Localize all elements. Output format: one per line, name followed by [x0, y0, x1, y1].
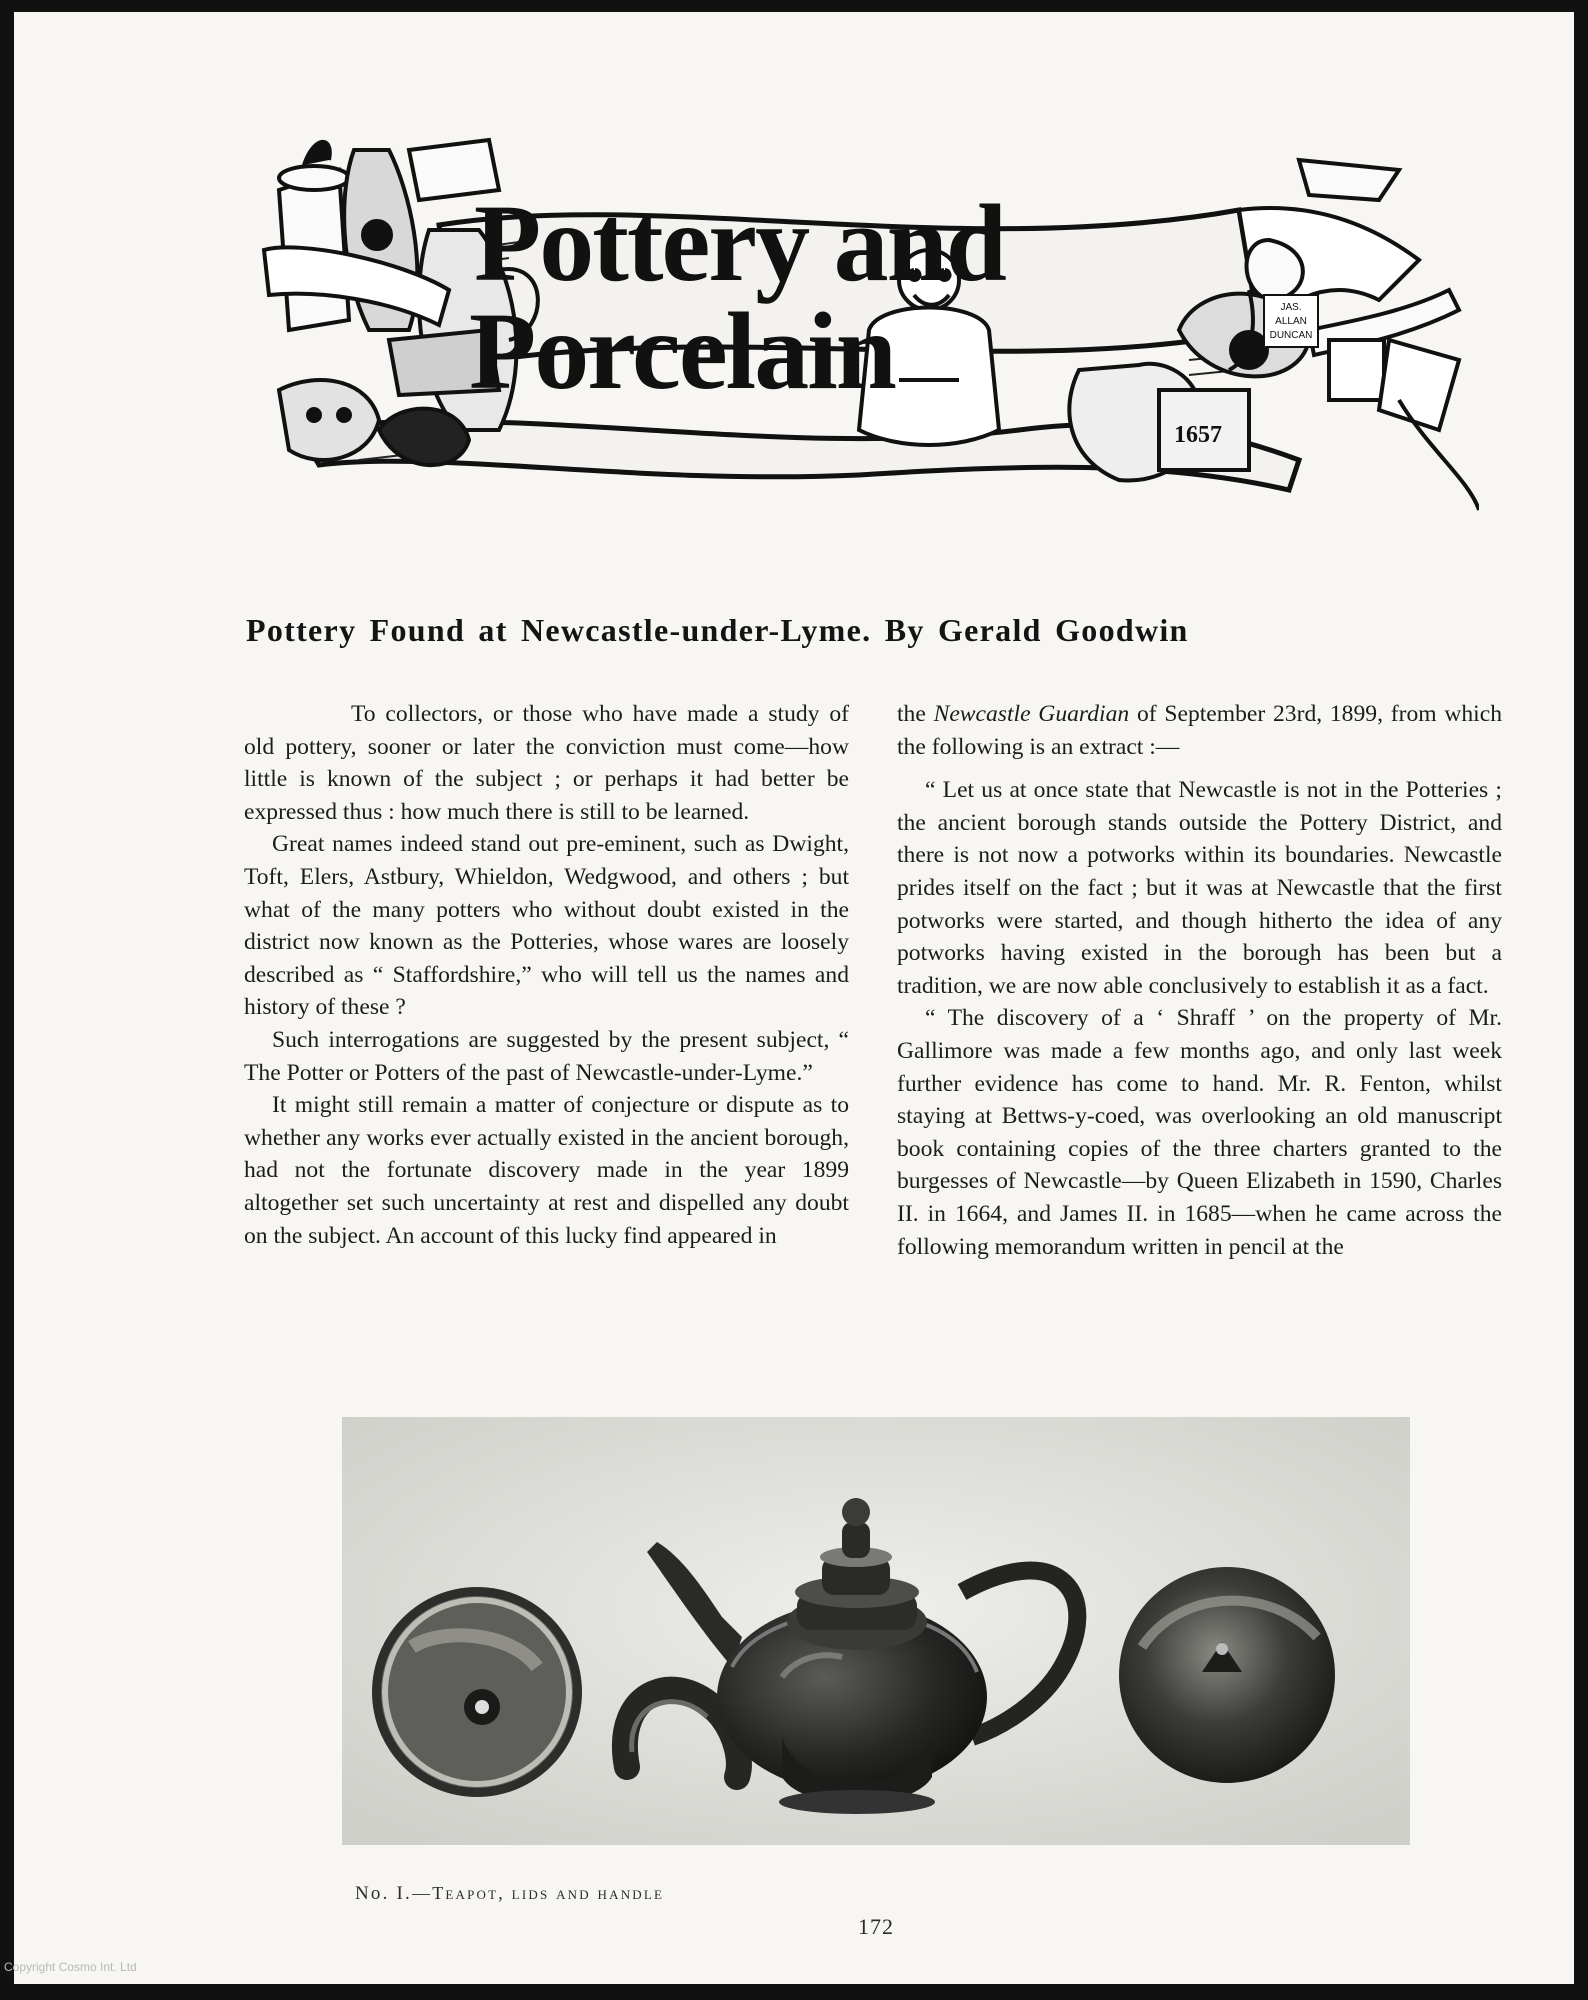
paragraph: Great names indeed stand out pre-eminent, such as Dwight, Toft, Elers, Astbury, Whieldon, Wedgwood, and others ; but what of the many potters who without doubt existed in the district now known as the Potteries, whose wares are loosely described as “ Staffordshire,” who will tell us the names and history of these ? [244, 831, 849, 1021]
signature-line-2: ALLAN [1275, 316, 1307, 327]
left-column [244, 698, 849, 1252]
magazine-page [14, 12, 1574, 1984]
teapot-photograph [342, 1417, 1410, 1845]
quoted-paragraph: “ Let us at once state that Newcastle is not in the Potteries ; the ancient borough stands outside the Pottery District, and there is not now a potworks within its boundaries. Newcastle prides itself on the fact ; but it was at Newcastle that the first potworks were started, and though hitherto the idea of any potworks having existed in the borough has been but a tradition, we are now able conclusively to establish it as a fact. [897, 777, 1502, 999]
paragraph: Such interrogations are suggested by the present subject, “ The Potter or Potters of the past of Newcastle-under-Lyme.” [244, 1026, 849, 1086]
figure-caption [355, 1883, 664, 1905]
jug-date: 1657 [1174, 422, 1222, 448]
masthead-title-line2: Porcelain [469, 290, 895, 412]
intro-text: of September 23rd, 1899, from which the following is an extract :— [897, 701, 1502, 760]
paragraph-intro [897, 698, 1502, 763]
figure-caption-text: —Teapot, lids and handle [412, 1883, 665, 1903]
quoted-paragraph: “ The discovery of a ‘ Shraff ’ on the property of Mr. Gallimore was made a few months ago, and only last week further evidence has come to hand. Mr. R. Fenton, whilst staying at Bettws-y-coed, was overlooking an old manuscript book containing copies of the three charters granted to the burgesses of Newcastle—by Queen Elizabeth in 1590, Charles II. in 1664, and James II. in 1685—when he came across the following memorandum written in pencil at the [897, 1005, 1502, 1260]
right-lid [1119, 1567, 1335, 1783]
masthead-illustration [259, 130, 1479, 520]
right-column [897, 698, 1502, 1263]
intro-text: the [897, 701, 934, 727]
masthead-title-line1: Pottery and [474, 182, 1005, 304]
figure-number: No. I. [355, 1883, 412, 1904]
article-headline: Pottery Found at Newcastle-under-Lyme. By Gerald Goodwin [246, 612, 1189, 648]
page-number: 172 [858, 1914, 894, 1939]
copyright-notice: Copyright Cosmo Int. Ltd [4, 1960, 137, 1974]
signature-line-1: JAS. [1280, 302, 1302, 313]
paragraph: It might still remain a matter of conjecture or dispute as to whether any works ever actually existed in the ancient borough, had not the fortunate discovery made in the year 1899 altogether set such uncertainty at rest and dispelled any doubt on the subject. An account of this lucky find appeared in [244, 1092, 849, 1249]
publication-title: Newcastle Guardian [933, 701, 1130, 727]
signature-line-3: DUNCAN [1269, 330, 1313, 341]
paragraph: To collectors, or those who have made a study of old pottery, sooner or later the conviction must come—how little is known of the subject ; or perhaps it had better be expressed thus : how much there is still to be learned. [244, 701, 849, 825]
left-lid [372, 1587, 582, 1797]
